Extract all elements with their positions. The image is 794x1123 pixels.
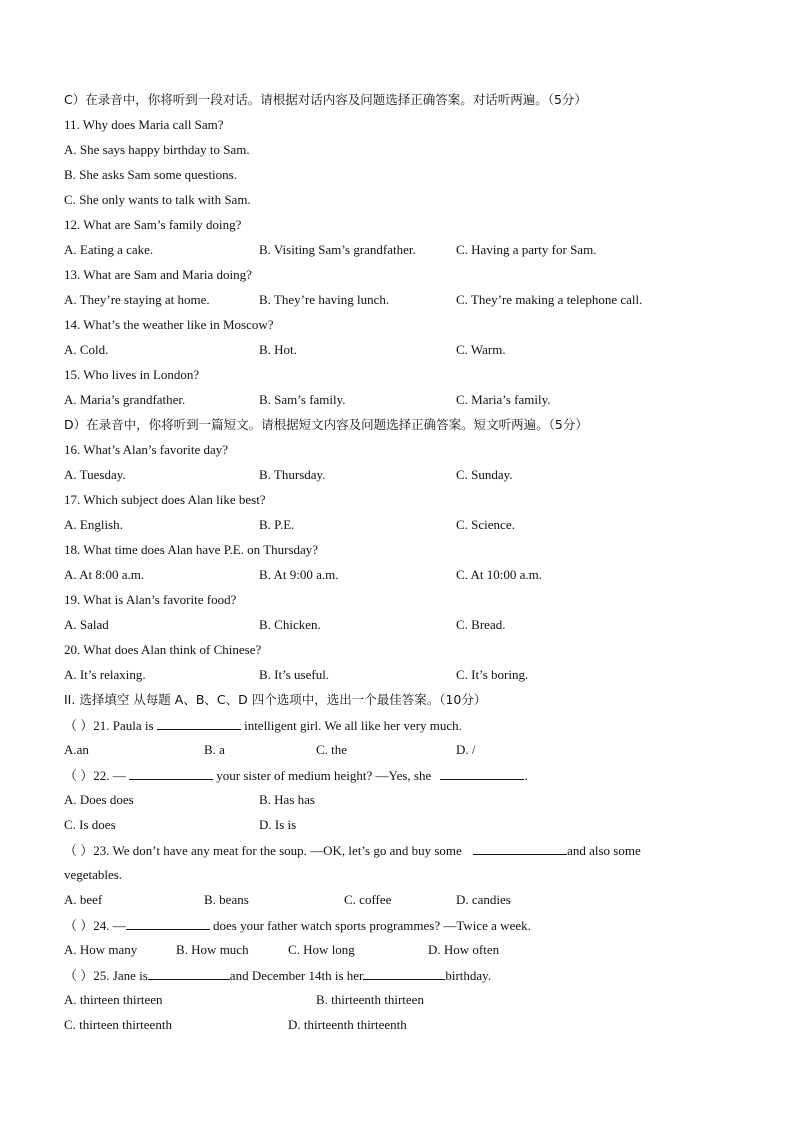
question-22-options-row2 xyxy=(64,815,744,835)
question-24-stem xyxy=(64,915,531,935)
question-25-options-row2 xyxy=(64,1015,744,1035)
question-23-options xyxy=(64,890,744,910)
answer-blank[interactable] xyxy=(157,715,241,730)
answer-parenthesis[interactable]: （ ） xyxy=(64,968,94,983)
question-24-option-b: B. How much xyxy=(176,942,249,957)
question-20-options xyxy=(64,665,744,685)
question-23-option-b: B. beans xyxy=(204,892,249,907)
question-15-options xyxy=(64,390,744,410)
question-23-stem-after: and also some xyxy=(567,843,641,858)
question-23-option-a: A. beef xyxy=(64,892,103,907)
answer-blank[interactable] xyxy=(363,965,445,980)
question-25-option-b: B. thirteenth thirteen xyxy=(316,992,424,1007)
question-19-stem: 19. What is Alan’s favorite food? xyxy=(64,592,237,607)
question-15-option-a: A. Maria’s grandfather. xyxy=(64,392,186,407)
question-22-stem-mid: your sister of medium height? —Yes, she xyxy=(216,768,432,783)
question-13-option-b: B. They’re having lunch. xyxy=(259,292,390,307)
question-17-option-c: C. Science. xyxy=(456,517,515,532)
question-21-options xyxy=(64,740,744,760)
question-18-stem: 18. What time does Alan have P.E. on Thursday? xyxy=(64,542,319,557)
answer-blank[interactable] xyxy=(129,765,213,780)
question-14-options xyxy=(64,340,744,360)
question-24-stem-before: 24. — xyxy=(93,918,126,933)
question-11-option-c: C. She only wants to talk with Sam. xyxy=(64,192,251,207)
question-16-option-c: C. Sunday. xyxy=(456,467,513,482)
section-ii-heading: II. 选择填空 从每题 A、B、C、D 四个选项中，选出一个最佳答案。（10分） xyxy=(64,692,487,707)
question-14-option-b: B. Hot. xyxy=(259,342,297,357)
question-22-option-b: B. Has has xyxy=(259,792,315,807)
answer-blank[interactable] xyxy=(440,765,524,780)
question-24-options xyxy=(64,940,744,960)
question-20-option-a: A. It’s relaxing. xyxy=(64,667,146,682)
question-21-option-b: B. a xyxy=(204,742,225,757)
question-15-stem: 15. Who lives in London? xyxy=(64,367,200,382)
question-21-stem-before: 21. Paula is xyxy=(93,718,154,733)
question-11-option-a: A. She says happy birthday to Sam. xyxy=(64,142,250,157)
question-23-option-d: D. candies xyxy=(456,892,511,907)
question-22-stem-before: 22. — xyxy=(93,768,126,783)
question-21-stem-after: intelligent girl. We all like her very much. xyxy=(244,718,462,733)
question-25-stem-before: 25. Jane is xyxy=(93,968,148,983)
question-17-options xyxy=(64,515,744,535)
question-22-stem xyxy=(64,765,528,785)
question-24-option-c: C. How long xyxy=(288,942,355,957)
question-23-stem-continued: vegetables. xyxy=(64,867,123,882)
answer-blank[interactable] xyxy=(126,915,210,930)
question-12-option-c: C. Having a party for Sam. xyxy=(456,242,597,257)
question-11-option-b: B. She asks Sam some questions. xyxy=(64,167,237,182)
question-21-option-c: C. the xyxy=(316,742,348,757)
question-12-option-b: B. Visiting Sam’s grandfather. xyxy=(259,242,416,257)
question-20-option-b: B. It’s useful. xyxy=(259,667,330,682)
question-14-option-a: A. Cold. xyxy=(64,342,109,357)
question-21-option-a: A.an xyxy=(64,742,89,757)
question-19-option-b: B. Chicken. xyxy=(259,617,321,632)
question-24-option-d: D. How often xyxy=(428,942,500,957)
question-20-option-c: C. It’s boring. xyxy=(456,667,529,682)
question-19-options xyxy=(64,615,744,635)
question-19-option-a: A. Salad xyxy=(64,617,109,632)
question-25-stem xyxy=(64,965,491,985)
question-18-option-a: A. At 8:00 a.m. xyxy=(64,567,145,582)
question-24-option-a: A. How many xyxy=(64,942,138,957)
answer-parenthesis[interactable]: （ ） xyxy=(64,768,94,783)
question-23-option-c: C. coffee xyxy=(344,892,392,907)
question-14-option-c: C. Warm. xyxy=(456,342,506,357)
question-18-option-b: B. At 9:00 a.m. xyxy=(259,567,339,582)
question-15-option-b: B. Sam’s family. xyxy=(259,392,346,407)
question-20-stem: 20. What does Alan think of Chinese? xyxy=(64,642,262,657)
question-22-option-a: A. Does does xyxy=(64,792,134,807)
question-13-stem: 13. What are Sam and Maria doing? xyxy=(64,267,252,282)
question-11-stem: 11. Why does Maria call Sam? xyxy=(64,117,224,132)
question-16-option-a: A. Tuesday. xyxy=(64,467,126,482)
question-18-option-c: C. At 10:00 a.m. xyxy=(456,567,542,582)
question-17-option-a: A. English. xyxy=(64,517,123,532)
question-22-options-row1 xyxy=(64,790,744,810)
question-17-option-b: B. P.E. xyxy=(259,517,295,532)
question-17-stem: 17. Which subject does Alan like best? xyxy=(64,492,266,507)
section-c-heading: C）在录音中，你将听到一段对话。请根据对话内容及问题选择正确答案。对话听两遍。（5分） xyxy=(64,92,587,107)
question-22-stem-after: . xyxy=(524,768,528,783)
question-25-option-c: C. thirteen thirteenth xyxy=(64,1017,172,1032)
answer-blank[interactable] xyxy=(473,840,567,855)
question-25-options-row1 xyxy=(64,990,744,1010)
question-25-stem-after: birthday. xyxy=(445,968,492,983)
question-15-option-c: C. Maria’s family. xyxy=(456,392,551,407)
question-23-stem-before: 23. We don’t have any meat for the soup. —OK, let’s go and buy some xyxy=(93,843,462,858)
question-21-option-d: D. / xyxy=(456,742,476,757)
question-13-options xyxy=(64,290,744,310)
question-16-option-b: B. Thursday. xyxy=(259,467,326,482)
question-22-option-d: D. Is is xyxy=(259,817,297,832)
question-25-option-d: D. thirteenth thirteenth xyxy=(288,1017,407,1032)
question-12-stem: 12. What are Sam’s family doing? xyxy=(64,217,242,232)
question-22-option-c: C. Is does xyxy=(64,817,116,832)
question-19-option-c: C. Bread. xyxy=(456,617,506,632)
question-21-stem xyxy=(64,715,462,735)
question-25-option-a: A. thirteen thirteen xyxy=(64,992,163,1007)
question-14-stem: 14. What’s the weather like in Moscow? xyxy=(64,317,274,332)
question-12-options xyxy=(64,240,744,260)
question-23-stem xyxy=(64,840,641,860)
question-16-options xyxy=(64,465,744,485)
question-13-option-a: A. They’re staying at home. xyxy=(64,292,210,307)
answer-parenthesis[interactable]: （ ） xyxy=(64,918,94,933)
question-13-option-c: C. They’re making a telephone call. xyxy=(456,292,643,307)
question-24-stem-after: does your father watch sports programmes? —Twice a week. xyxy=(213,918,531,933)
section-d-heading: D）在录音中，你将听到一篇短文。请根据短文内容及问题选择正确答案。短文听两遍。（5分） xyxy=(64,417,588,432)
question-16-stem: 16. What’s Alan’s favorite day? xyxy=(64,442,229,457)
question-25-stem-mid: and December 14th is her xyxy=(229,968,364,983)
answer-parenthesis[interactable]: （ ） xyxy=(64,843,94,858)
question-12-option-a: A. Eating a cake. xyxy=(64,242,154,257)
answer-blank[interactable] xyxy=(148,965,230,980)
answer-parenthesis[interactable]: （ ） xyxy=(64,718,94,733)
question-18-options xyxy=(64,565,744,585)
